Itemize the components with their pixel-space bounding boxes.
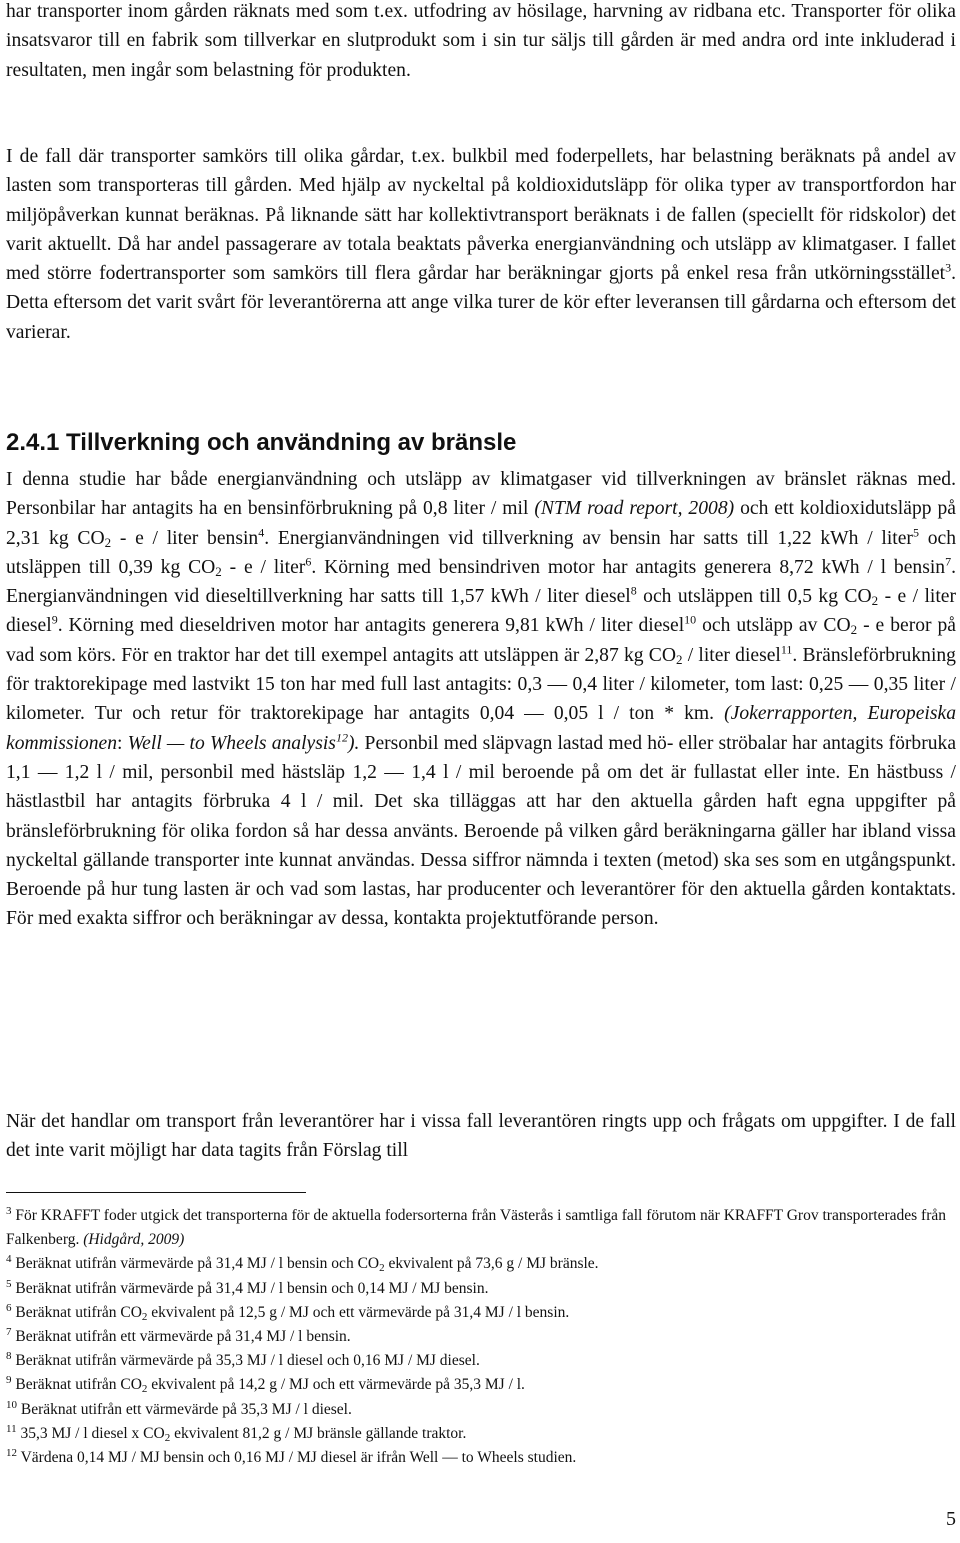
footnote-number: 4 bbox=[6, 1253, 12, 1266]
footnote-ref-7[interactable]: 7 bbox=[945, 554, 952, 569]
footnote-text: För KRAFFT foder utgick det transporterna för de aktuella fodersorterna från Västerås i samtliga fall förutom när KRAFFT Grov transporterades från Falkenberg. bbox=[6, 1207, 946, 1249]
text-run: . Bränsleförbrukning för traktorekipage med lastvikt 15 ton har med full last antagits: 0,3 — 0,4 liter / kilometer, tom last: 0,25 — 0,35 liter / kilometer. Tur och retur för traktorekipage har antagits 0,04 — 0,05 l / ton * km. bbox=[6, 644, 956, 725]
citation-ntm: (NTM road report, 2008) bbox=[534, 498, 735, 520]
footnote-text: Beräknat utifrån värmevärde på 31,4 MJ / l bensin och CO bbox=[11, 1255, 380, 1273]
footnote-text: Beräknat utifrån värmevärde på 35,3 MJ / l diesel och 0,16 MJ / MJ diesel. bbox=[11, 1352, 480, 1370]
subscript-2: 2 bbox=[141, 1310, 148, 1323]
page-number: 5 bbox=[946, 1508, 956, 1530]
text-run: - e / liter diesel bbox=[6, 586, 957, 637]
footnote-ref-11[interactable]: 11 bbox=[780, 642, 793, 657]
subscript-2: 2 bbox=[141, 1383, 148, 1396]
paragraph-transport-scope: har transporter inom gården räknats med som t.ex. utfodring av hösilage, harvning av ridbana etc. Transporter för olika insatsvaror till en fabrik som tillverkar en slutprodukt som i sin tur säljs till gården är med andra ord inte inkluderad i resultaten, men ingår som belastning för produkten. bbox=[6, 1, 956, 81]
footnote-number: 6 bbox=[6, 1301, 12, 1314]
footnote-9 bbox=[6, 1373, 956, 1397]
footnote-number: 11 bbox=[6, 1422, 17, 1435]
footnote-ref-10[interactable]: 10 bbox=[684, 612, 697, 627]
text-run: . Energianvändningen vid dieseltillverkning har satts till 1,57 kWh / liter diesel bbox=[6, 556, 956, 608]
footnote-3 bbox=[6, 1204, 956, 1252]
footnote-ref-3[interactable]: 3 bbox=[945, 260, 952, 275]
text-run: och utsläppen till 0,5 kg CO bbox=[636, 586, 872, 608]
footnote-6 bbox=[6, 1301, 956, 1325]
footnote-text: Beräknat utifrån CO bbox=[11, 1303, 142, 1321]
footnote-ref-8[interactable]: 8 bbox=[630, 583, 637, 598]
footnote-text: 35,3 MJ / l diesel x CO bbox=[16, 1424, 165, 1442]
text-run: - e beror på vad som körs. För en traktor har det till exempel antagits att utsläppen är 2,87 kg CO bbox=[6, 615, 956, 666]
citation-joker: (Jokerrapporten, Europeiska kommissionen bbox=[6, 703, 956, 754]
footnote-citation: (Hidgård, 2009) bbox=[83, 1231, 185, 1249]
footnote-text: ekvivalent 81,2 g / MJ bränsle gällande traktor. bbox=[170, 1424, 467, 1442]
text-run: / liter diesel bbox=[682, 644, 781, 666]
subscript-2: 2 bbox=[676, 651, 683, 667]
text-run: I de fall där transporter samkörs till olika gårdar, t.ex. bulkbil med foderpellets, har belastning beräknats på andel av lasten som transporteras till gården. Med hjälp av nyckeltal på koldioxidutsläpp för olika typer av transportfordon har miljöpåverkan kunnat beräknas. På liknande sätt har kollektivtransport beräknats i de fallen (speciellt för ridskolor) det varit aktuellt. Då har andel passagerare av totala beaktats påverka energianvändning och utsläpp av klimatgaser. I fallet med större fodertransporter som samkörs till flera gårdar har beräkningar gjorts på enkel resa från utkörningsstället bbox=[6, 146, 956, 285]
footnote-text: Beräknat utifrån värmevärde på 31,4 MJ / l bensin och 0,14 MJ / MJ bensin. bbox=[11, 1279, 489, 1297]
footnote-number: 7 bbox=[6, 1325, 12, 1338]
subscript-2: 2 bbox=[871, 593, 879, 609]
footnote-number: 3 bbox=[6, 1204, 12, 1217]
footnote-text: Värdena 0,14 MJ / MJ bensin och 0,16 MJ / MJ diesel är ifrån Well — to Wheels studien. bbox=[17, 1449, 577, 1467]
footnote-ref-9[interactable]: 9 bbox=[51, 612, 58, 627]
paragraph-shared-transport bbox=[6, 142, 956, 347]
text-run: Personbil med släpvagn lastad med hö- eller ströbalar har antagits förbruka 1,1 — 1,2 l / mil, personbil med hästsläp 1,2 — 1,4 l / mil beroende på om det är fullastat eller inte. En hästbuss / hästlastbil har antagits förbruka 4 l / mil. Det ska tilläggas att har den aktuella gården haft egna uppgifter på bränsleförbrukning för olika fordon så har dessa använts. Beroende på vilken gård beräkningarna gäller har ibland vissa nyckeltal gällande transporter inte kunnat användas. Dessa siffror nämnda i texten (metod) ska ses som en utgångspunkt. Beroende på hur tung lasten är och vad som lastas, har producenter och leverantörer för den aktuella gården kontaktats. För med exakta siffror och beräkningar av dessa, kontakta projektutförande person. bbox=[6, 732, 957, 930]
subscript-2: 2 bbox=[379, 1262, 385, 1275]
footnote-ref-12[interactable]: 12 bbox=[335, 730, 348, 745]
footnote-12 bbox=[6, 1446, 956, 1470]
section-heading: 2.4.1 Tillverkning och användning av bränsle bbox=[6, 429, 517, 456]
footnote-text: ekvivalent på 12,5 g / MJ och ett värmevärde på 31,4 MJ / l bensin. bbox=[147, 1303, 570, 1321]
footnote-separator bbox=[6, 1192, 306, 1193]
footnote-number: 5 bbox=[6, 1277, 12, 1290]
footnote-8 bbox=[6, 1349, 956, 1373]
text-run: - e / liter bbox=[221, 556, 306, 578]
subscript-2: 2 bbox=[850, 622, 858, 638]
text-run: och utsläppen till 0,39 kg CO bbox=[6, 527, 956, 578]
footnote-text: ekvivalent på 73,6 g / MJ bränsle. bbox=[384, 1255, 599, 1273]
footnote-number: 12 bbox=[6, 1446, 17, 1459]
footnote-5 bbox=[6, 1277, 956, 1301]
footnote-ref-6[interactable]: 6 bbox=[305, 554, 312, 569]
text-run: : bbox=[117, 732, 128, 754]
footnote-text: ekvivalent på 14,2 g / MJ och ett värmevärde på 35,3 MJ / l. bbox=[147, 1376, 525, 1394]
footnote-ref-4[interactable]: 4 bbox=[258, 525, 265, 540]
footnote-number: 10 bbox=[6, 1398, 17, 1411]
paragraph-supplier-transport: När det handlar om transport från leverantörer har i vissa fall leverantören ringts upp och frågats om uppgifter. I de fall det inte varit möjligt har data tagits från Förslag till bbox=[6, 1111, 956, 1162]
text-run: . Detta eftersom det varit svårt för leverantörerna att ange vilka turer de kör efter leveransen till gårdarna och eftersom det varierar. bbox=[6, 263, 956, 343]
text-run: och ett koldioxidutsläpp på 2,31 kg CO bbox=[6, 498, 956, 549]
paragraph-fuel-production bbox=[6, 465, 956, 934]
footnote-4 bbox=[6, 1252, 956, 1276]
footnote-10 bbox=[6, 1398, 956, 1422]
text-run: I denna studie har både energianvändning och utsläpp av klimatgaser vid tillverkningen av bränslet räknas med. Personbilar har antagits ha en bensinförbrukning på 0,8 liter / mil bbox=[6, 469, 956, 520]
citation-close: ). bbox=[347, 732, 360, 754]
citation-wtw: Well — to Wheels analysis bbox=[127, 732, 336, 754]
footnote-7 bbox=[6, 1325, 956, 1349]
text-run: . Körning med bensindriven motor har antagits generera 8,72 kWh / l bensin bbox=[311, 556, 946, 578]
text-run: och utsläpp av CO bbox=[696, 615, 851, 637]
footnote-number: 9 bbox=[6, 1374, 12, 1387]
footnote-ref-5[interactable]: 5 bbox=[912, 525, 919, 540]
footnotes bbox=[6, 1204, 956, 1470]
footnote-number: 8 bbox=[6, 1350, 12, 1363]
footnote-text: Beräknat utifrån ett värmevärde på 35,3 MJ / l diesel. bbox=[17, 1400, 352, 1418]
text-run: . Körning med dieseldriven motor har antagits generera 9,81 kWh / liter diesel bbox=[57, 615, 685, 637]
footnote-text: Beräknat utifrån ett värmevärde på 31,4 MJ / l bensin. bbox=[11, 1328, 351, 1346]
subscript-2: 2 bbox=[215, 563, 222, 579]
subscript-2: 2 bbox=[164, 1431, 171, 1444]
subscript-2: 2 bbox=[104, 534, 112, 550]
footnote-text: Beräknat utifrån CO bbox=[11, 1376, 142, 1394]
footnote-11 bbox=[6, 1422, 956, 1446]
text-run: . Energianvändningen vid tillverkning av bensin har satts till 1,22 kWh / liter bbox=[264, 527, 913, 549]
text-run: - e / liter bensin bbox=[111, 527, 259, 549]
